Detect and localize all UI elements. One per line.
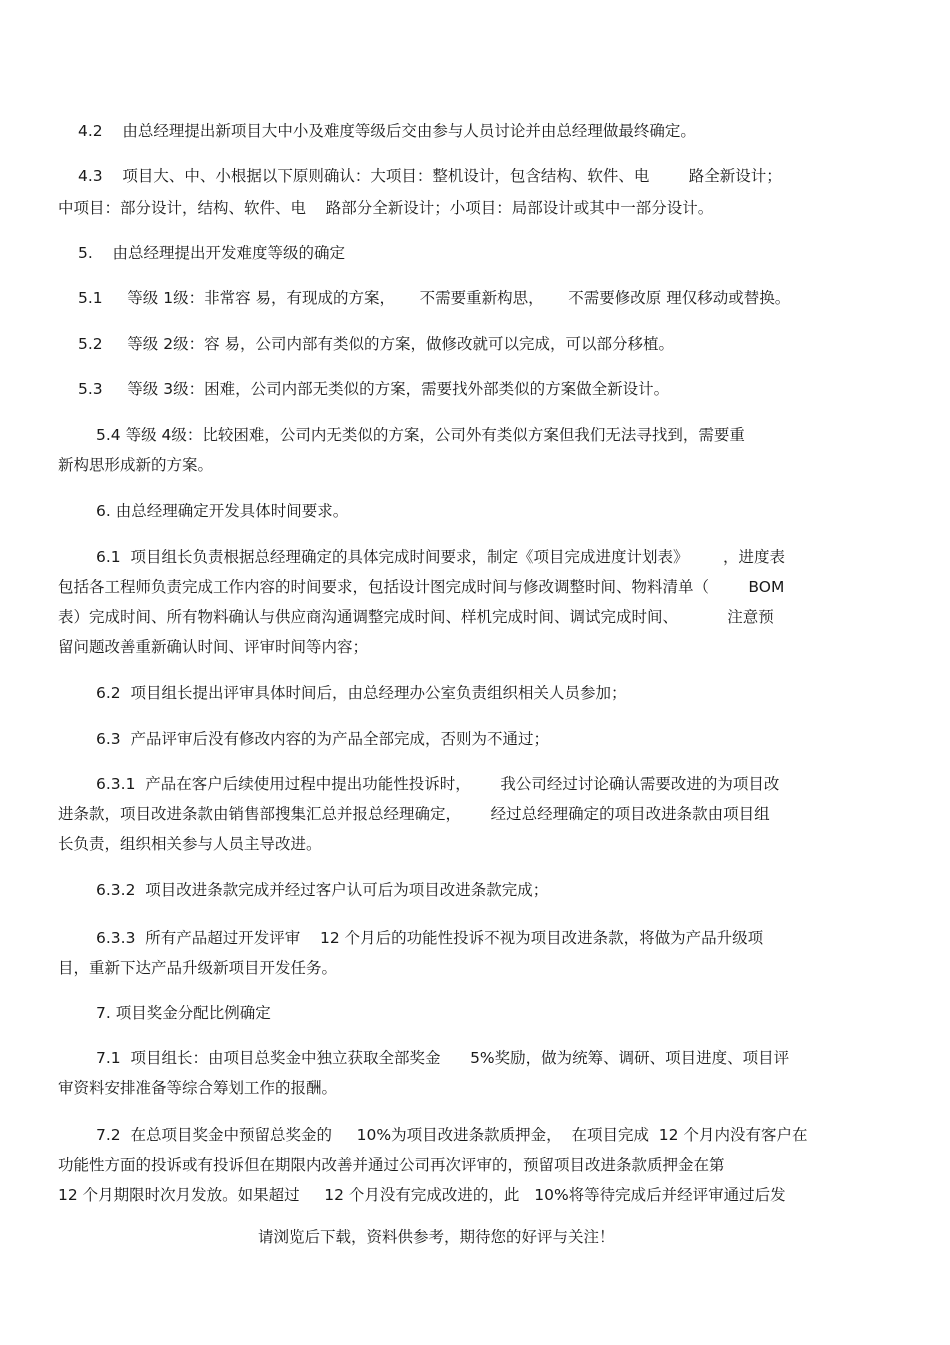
section-7-2-line-1: 7.2 在总项目奖金中预留总奖金的 10%为项目改进条款质押金， 在项目完成 12 个月内没有客户在 [96, 1126, 808, 1144]
section-7-2-line-3: 12 个月期限时次月发放。如果超过 12 个月没有完成改进的，此 10%将等待完成后并经评审通过后发 [58, 1186, 786, 1204]
section-6-2: 6.2 项目组长提出评审具体时间后，由总经理办公室负责组织相关人员参加； [96, 684, 627, 702]
section-7-2-line-2: 功能性方面的投诉或有投诉但在期限内改善并通过公司再次评审的，预留项目改进条款质押金在第 [58, 1156, 725, 1174]
section-4-2: 4.2 由总经理提出新项目大中小及难度等级后交由参与人员讨论并由总经理做最终确定。 [78, 122, 696, 140]
section-6-3-2: 6.3.2 项目改进条款完成并经过客户认可后为项目改进条款完成； [96, 881, 549, 899]
section-5-1: 5.1 等级 1级：非常容 易，有现成的方案， 不需要重新构思， 不需要修改原 理仅移动或替换。 [78, 289, 791, 307]
section-6-1-line-4: 留问题改善重新确认时间、评审时间等内容； [58, 638, 369, 656]
section-6-heading: 6. 由总经理确定开发具体时间要求。 [96, 502, 349, 520]
section-5-heading: 5. 由总经理提出开发难度等级的确定 [78, 244, 345, 262]
section-6-3-1-line-2: 进条款，项目改进条款由销售部搜集汇总并报总经理确定， 经过总经理确定的项目改进条款由项目组 [58, 805, 770, 823]
section-6-3-3-line-2: 目，重新下达产品升级新项目开发任务。 [58, 959, 338, 977]
section-6-3-3-line-1: 6.3.3 所有产品超过开发评审 12 个月后的功能性投诉不视为项目改进条款，将做为产品升级项 [96, 929, 764, 947]
section-5-3: 5.3 等级 3级：困难，公司内部无类似的方案，需要找外部类似的方案做全新设计。 [78, 380, 670, 398]
section-7-1-line-1: 7.1 项目组长：由项目总奖金中独立获取全部奖金 5%奖励，做为统筹、调研、项目进度、项目评 [96, 1049, 790, 1067]
section-5-4-line-2: 新构思形成新的方案。 [58, 456, 214, 474]
section-6-3-1-line-3: 长负责，组织相关参与人员主导改进。 [58, 835, 322, 853]
section-4-3-line-1: 4.3 项目大、中、小根据以下原则确认：大项目：整机设计，包含结构、软件、电 路全新设计； [78, 167, 782, 185]
section-7-heading: 7. 项目奖金分配比例确定 [96, 1004, 271, 1022]
section-7-1-line-2: 审资料安排准备等综合筹划工作的报酬。 [58, 1079, 338, 1097]
section-5-2: 5.2 等级 2级：容 易，公司内部有类似的方案，做修改就可以完成，可以部分移植。 [78, 335, 675, 353]
section-6-1-line-3: 表）完成时间、所有物料确认与供应商沟通调整完成时间、样机完成时间、调试完成时间、 注意预 [58, 608, 774, 626]
section-6-1-line-2: 包括各工程师负责完成工作内容的时间要求，包括设计图完成时间与修改调整时间、物料清单（ BOM [58, 578, 785, 596]
section-5-4-line-1: 5.4 等级 4级：比较困难，公司内无类似的方案，公司外有类似方案但我们无法寻找到，需要重 [96, 426, 745, 444]
footer-note: 请浏览后下载，资料供参考，期待您的好评与关注！ [258, 1228, 615, 1246]
section-4-3-line-2: 中项目：部分设计，结构、软件、电 路部分全新设计；小项目：局部设计或其中一部分设计。 [58, 199, 714, 217]
section-6-3-1-line-1: 6.3.1 产品在客户后续使用过程中提出功能性投诉时， 我公司经过讨论确认需要改进的为项目改 [96, 775, 780, 793]
section-6-3: 6.3 产品评审后没有修改内容的为产品全部完成，否则为不通过； [96, 730, 550, 748]
section-6-1-line-1: 6.1 项目组长负责根据总经理确定的具体完成时间要求，制定《项目完成进度计划表》 ，进度表 [96, 548, 785, 566]
